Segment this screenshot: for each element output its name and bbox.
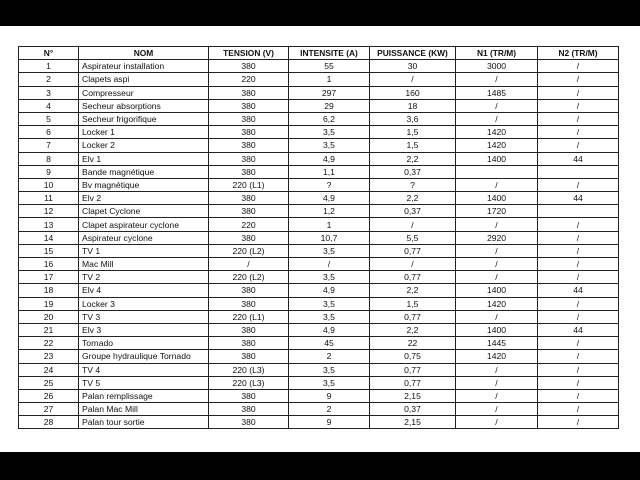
cell-intensite: 1,1	[289, 165, 370, 178]
cell-n2: /	[538, 86, 619, 99]
cell-number: 27	[19, 403, 79, 416]
cell-puissance: 0,75	[370, 350, 456, 363]
cell-intensite: 9	[289, 389, 370, 402]
cell-intensite: 1	[289, 218, 370, 231]
cell-puissance: 0,37	[370, 165, 456, 178]
cell-nom: TV 2	[79, 271, 209, 284]
cell-n1: /	[456, 258, 538, 271]
cell-n2: /	[538, 73, 619, 86]
cell-nom: Aspirateur cyclone	[79, 231, 209, 244]
cell-n2: /	[538, 126, 619, 139]
cell-n1: 1400	[456, 192, 538, 205]
cell-n1: 2920	[456, 231, 538, 244]
cell-nom: Secheur frigorifique	[79, 112, 209, 125]
cell-nom: Mac Mill	[79, 258, 209, 271]
cell-number: 25	[19, 376, 79, 389]
cell-n1: /	[456, 310, 538, 323]
table-row	[19, 389, 619, 402]
cell-intensite: 3,5	[289, 310, 370, 323]
table-row	[19, 403, 619, 416]
cell-tension: 380	[209, 337, 289, 350]
table-row	[19, 323, 619, 336]
cell-puissance: 22	[370, 337, 456, 350]
cell-number: 6	[19, 126, 79, 139]
cell-tension: 380	[209, 192, 289, 205]
cell-n1: /	[456, 363, 538, 376]
cell-tension: 380	[209, 297, 289, 310]
cell-n2: /	[538, 139, 619, 152]
cell-nom: TV 4	[79, 363, 209, 376]
cell-nom: TV 5	[79, 376, 209, 389]
cell-tension: 380	[209, 231, 289, 244]
cell-puissance: 1,5	[370, 126, 456, 139]
cell-number: 5	[19, 112, 79, 125]
cell-intensite: 29	[289, 99, 370, 112]
cell-number: 1	[19, 60, 79, 73]
cell-n2: 44	[538, 284, 619, 297]
cell-nom: Clapets aspi	[79, 73, 209, 86]
cell-nom: Bande magnétique	[79, 165, 209, 178]
cell-puissance: 2,2	[370, 323, 456, 336]
cell-nom: Clapet Cyclone	[79, 205, 209, 218]
cell-intensite: 4,9	[289, 192, 370, 205]
cell-puissance: 2,2	[370, 152, 456, 165]
table-row	[19, 126, 619, 139]
cell-tension: 380	[209, 205, 289, 218]
cell-intensite: 3,5	[289, 139, 370, 152]
table-row	[19, 416, 619, 429]
cell-intensite: 3,5	[289, 363, 370, 376]
cell-number: 3	[19, 86, 79, 99]
cell-number: 19	[19, 297, 79, 310]
cell-number: 26	[19, 389, 79, 402]
cell-puissance: 2,2	[370, 192, 456, 205]
cell-intensite: 4,9	[289, 284, 370, 297]
cell-n2: /	[538, 310, 619, 323]
table-row	[19, 73, 619, 86]
cell-n2: /	[538, 60, 619, 73]
cell-nom: TV 3	[79, 310, 209, 323]
cell-tension: 380	[209, 389, 289, 402]
cell-tension: 380	[209, 403, 289, 416]
cell-intensite: 3,5	[289, 244, 370, 257]
cell-tension: 380	[209, 60, 289, 73]
cell-n2: /	[538, 416, 619, 429]
cell-nom: Groupe hydraulique Tornado	[79, 350, 209, 363]
cell-tension: 220 (L2)	[209, 271, 289, 284]
cell-intensite: 2	[289, 350, 370, 363]
cell-n2: /	[538, 218, 619, 231]
table-row	[19, 376, 619, 389]
cell-nom: Elv 2	[79, 192, 209, 205]
cell-n2: /	[538, 231, 619, 244]
table-row	[19, 284, 619, 297]
cell-puissance: 18	[370, 99, 456, 112]
cell-n2: /	[538, 112, 619, 125]
table-row	[19, 218, 619, 231]
cell-n1: /	[456, 218, 538, 231]
cell-intensite: 45	[289, 337, 370, 350]
table-row	[19, 60, 619, 73]
cell-number: 9	[19, 165, 79, 178]
cell-n2: /	[538, 258, 619, 271]
equipment-table	[18, 46, 619, 429]
cell-n1: 1400	[456, 323, 538, 336]
cell-n2	[538, 205, 619, 218]
cell-nom: Bv magnétique	[79, 178, 209, 191]
cell-intensite: 6,2	[289, 112, 370, 125]
cell-n1: 1420	[456, 297, 538, 310]
header-n1: N1 (TR/M)	[456, 47, 538, 60]
cell-n1: /	[456, 271, 538, 284]
cell-number: 2	[19, 73, 79, 86]
cell-puissance: 0,37	[370, 403, 456, 416]
cell-puissance: 160	[370, 86, 456, 99]
cell-n1: 3000	[456, 60, 538, 73]
cell-intensite: /	[289, 258, 370, 271]
cell-intensite: 4,9	[289, 323, 370, 336]
cell-tension: 380	[209, 99, 289, 112]
cell-n1: /	[456, 376, 538, 389]
cell-nom: Palan remplissage	[79, 389, 209, 402]
cell-number: 16	[19, 258, 79, 271]
cell-n2: /	[538, 389, 619, 402]
table-row	[19, 112, 619, 125]
cell-tension: 380	[209, 350, 289, 363]
cell-n2: 44	[538, 152, 619, 165]
cell-puissance: 0,37	[370, 205, 456, 218]
cell-puissance: /	[370, 73, 456, 86]
cell-puissance: 0,77	[370, 244, 456, 257]
table-row	[19, 310, 619, 323]
cell-n1: /	[456, 73, 538, 86]
cell-puissance: ?	[370, 178, 456, 191]
table-row	[19, 297, 619, 310]
table-row	[19, 337, 619, 350]
cell-n1: /	[456, 99, 538, 112]
cell-number: 20	[19, 310, 79, 323]
cell-n2: /	[538, 271, 619, 284]
cell-number: 22	[19, 337, 79, 350]
cell-nom: Palan Mac Mill	[79, 403, 209, 416]
cell-number: 17	[19, 271, 79, 284]
cell-nom: Locker 2	[79, 139, 209, 152]
cell-n1: /	[456, 416, 538, 429]
document-page	[0, 26, 640, 452]
cell-nom: Palan tour sortie	[79, 416, 209, 429]
cell-puissance: 0,77	[370, 310, 456, 323]
cell-tension: 380	[209, 284, 289, 297]
cell-intensite: 297	[289, 86, 370, 99]
header-puissance: PUISSANCE (KW)	[370, 47, 456, 60]
cell-intensite: 3,5	[289, 297, 370, 310]
cell-tension: 220 (L2)	[209, 244, 289, 257]
cell-tension: 380	[209, 416, 289, 429]
cell-intensite: 9	[289, 416, 370, 429]
cell-n2: /	[538, 403, 619, 416]
cell-n1	[456, 165, 538, 178]
cell-n2: 44	[538, 323, 619, 336]
cell-number: 8	[19, 152, 79, 165]
cell-n1: 1400	[456, 152, 538, 165]
table-row	[19, 205, 619, 218]
cell-tension: 220 (L3)	[209, 376, 289, 389]
cell-number: 24	[19, 363, 79, 376]
cell-n2: /	[538, 178, 619, 191]
cell-n1: /	[456, 178, 538, 191]
cell-n2: 44	[538, 192, 619, 205]
table-row	[19, 86, 619, 99]
cell-puissance: 2,15	[370, 416, 456, 429]
cell-nom: Secheur absorptions	[79, 99, 209, 112]
cell-tension: 380	[209, 323, 289, 336]
cell-n1: 1720	[456, 205, 538, 218]
cell-puissance: 2,15	[370, 389, 456, 402]
cell-number: 12	[19, 205, 79, 218]
table-row	[19, 231, 619, 244]
cell-puissance: 3,6	[370, 112, 456, 125]
cell-n1: /	[456, 112, 538, 125]
cell-number: 13	[19, 218, 79, 231]
table-row	[19, 99, 619, 112]
cell-nom: Compresseur	[79, 86, 209, 99]
cell-tension: 380	[209, 86, 289, 99]
table-row	[19, 350, 619, 363]
cell-number: 23	[19, 350, 79, 363]
cell-n1: /	[456, 244, 538, 257]
cell-puissance: 2,2	[370, 284, 456, 297]
cell-tension: /	[209, 258, 289, 271]
cell-number: 18	[19, 284, 79, 297]
cell-n2: /	[538, 376, 619, 389]
cell-tension: 380	[209, 139, 289, 152]
cell-tension: 220	[209, 218, 289, 231]
header-nom: NOM	[79, 47, 209, 60]
cell-tension: 220 (L1)	[209, 178, 289, 191]
cell-n2: /	[538, 363, 619, 376]
cell-intensite: 3,5	[289, 271, 370, 284]
cell-intensite: 3,5	[289, 376, 370, 389]
cell-n1: /	[456, 403, 538, 416]
cell-n2: /	[538, 297, 619, 310]
table-row	[19, 244, 619, 257]
table-header-row	[19, 47, 619, 60]
cell-n1: 1420	[456, 126, 538, 139]
cell-puissance: /	[370, 218, 456, 231]
cell-nom: Tornado	[79, 337, 209, 350]
cell-intensite: 10,7	[289, 231, 370, 244]
cell-puissance: 30	[370, 60, 456, 73]
header-number: N°	[19, 47, 79, 60]
cell-number: 14	[19, 231, 79, 244]
cell-nom: Clapet aspirateur cyclone	[79, 218, 209, 231]
cell-intensite: 2	[289, 403, 370, 416]
cell-tension: 380	[209, 112, 289, 125]
cell-n2	[538, 165, 619, 178]
cell-puissance: /	[370, 258, 456, 271]
cell-puissance: 0,77	[370, 363, 456, 376]
table-row	[19, 271, 619, 284]
cell-nom: Elv 4	[79, 284, 209, 297]
cell-number: 4	[19, 99, 79, 112]
cell-intensite: 1,2	[289, 205, 370, 218]
cell-number: 10	[19, 178, 79, 191]
cell-tension: 380	[209, 126, 289, 139]
table-row	[19, 363, 619, 376]
cell-nom: TV 1	[79, 244, 209, 257]
cell-tension: 380	[209, 152, 289, 165]
cell-n1: 1420	[456, 139, 538, 152]
cell-number: 11	[19, 192, 79, 205]
cell-n1: 1445	[456, 337, 538, 350]
cell-puissance: 0,77	[370, 271, 456, 284]
cell-number: 28	[19, 416, 79, 429]
cell-tension: 220	[209, 73, 289, 86]
cell-puissance: 0,77	[370, 376, 456, 389]
cell-n1: /	[456, 389, 538, 402]
cell-intensite: 3,5	[289, 126, 370, 139]
cell-intensite: 55	[289, 60, 370, 73]
cell-nom: Aspirateur installation	[79, 60, 209, 73]
cell-nom: Elv 3	[79, 323, 209, 336]
table-row	[19, 152, 619, 165]
cell-intensite: ?	[289, 178, 370, 191]
cell-n2: /	[538, 99, 619, 112]
cell-n2: /	[538, 350, 619, 363]
cell-number: 21	[19, 323, 79, 336]
table-row	[19, 165, 619, 178]
cell-intensite: 1	[289, 73, 370, 86]
header-tension: TENSION (V)	[209, 47, 289, 60]
header-n2: N2 (TR/M)	[538, 47, 619, 60]
cell-tension: 380	[209, 165, 289, 178]
cell-n1: 1485	[456, 86, 538, 99]
cell-number: 15	[19, 244, 79, 257]
cell-nom: Locker 3	[79, 297, 209, 310]
table-row	[19, 139, 619, 152]
cell-nom: Elv 1	[79, 152, 209, 165]
table-row	[19, 192, 619, 205]
cell-puissance: 1,5	[370, 297, 456, 310]
cell-n1: 1420	[456, 350, 538, 363]
table-row	[19, 258, 619, 271]
header-intensite: INTENSITE (A)	[289, 47, 370, 60]
table-body	[19, 60, 619, 429]
cell-intensite: 4,9	[289, 152, 370, 165]
cell-puissance: 1,5	[370, 139, 456, 152]
cell-tension: 220 (L1)	[209, 310, 289, 323]
cell-nom: Locker 1	[79, 126, 209, 139]
cell-puissance: 5,5	[370, 231, 456, 244]
cell-number: 7	[19, 139, 79, 152]
cell-n2: /	[538, 244, 619, 257]
cell-tension: 220 (L3)	[209, 363, 289, 376]
cell-n1: 1400	[456, 284, 538, 297]
table-row	[19, 178, 619, 191]
cell-n2: /	[538, 337, 619, 350]
